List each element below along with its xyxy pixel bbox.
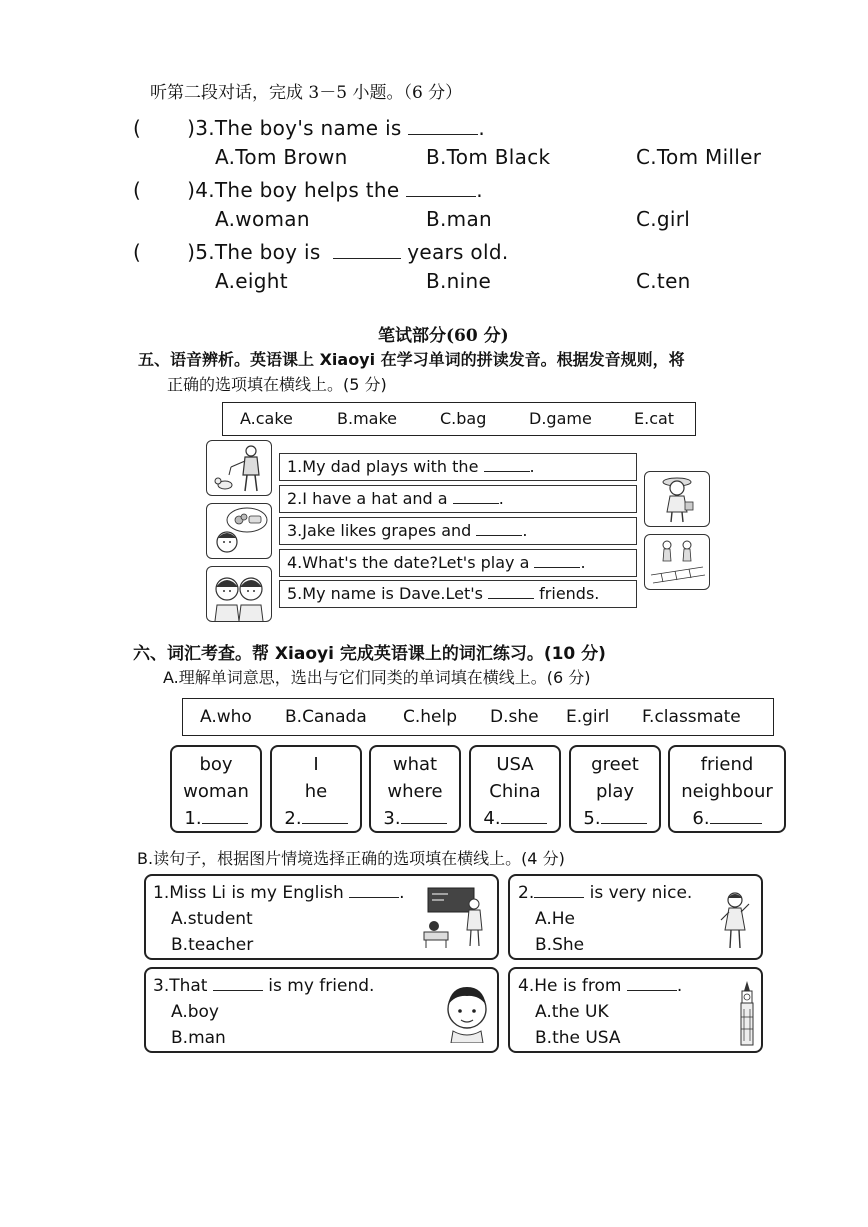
- phonics-option[interactable]: C.bag: [440, 409, 487, 428]
- question-4: [133, 176, 833, 202]
- section6-title: 六、词汇考查。帮 Xiaoyi 完成英语课上的词汇练习。(10 分): [133, 644, 606, 664]
- vocab-group-4: [469, 745, 561, 833]
- answer-paren-close: ): [187, 178, 196, 202]
- answer-blank[interactable]: [401, 805, 447, 824]
- vocab-option[interactable]: B.Canada: [285, 707, 367, 727]
- vocab-group-6: [668, 745, 786, 833]
- girl-hat-illustration: [645, 472, 709, 526]
- answer-blank[interactable]: [333, 238, 401, 259]
- boy-thought-illustration: [207, 504, 271, 558]
- vocab-number: 2.: [284, 808, 302, 829]
- vocab-word: he: [304, 781, 328, 802]
- answer-blank[interactable]: [349, 882, 399, 898]
- answer-blank[interactable]: [601, 805, 647, 824]
- hopscotch-illustration: [645, 535, 709, 589]
- option-b[interactable]: B.man: [171, 1028, 226, 1048]
- question-end: is very nice.: [589, 883, 693, 903]
- question-text: 3.That: [153, 976, 208, 996]
- sentence-text: 1.My dad plays with the: [287, 457, 479, 476]
- question-text: 4.He is from: [518, 976, 622, 996]
- answer-blank[interactable]: [488, 584, 534, 599]
- dad-cat-illustration: [207, 441, 271, 495]
- option-a[interactable]: A.student: [171, 909, 253, 929]
- two-boys-illustration: [207, 567, 271, 621]
- woman-icon: [715, 890, 755, 954]
- partB-question-1: [144, 874, 499, 960]
- option-c[interactable]: C.girl: [636, 207, 691, 231]
- vocab-number: 3.: [383, 808, 401, 829]
- vocab-word: greet: [591, 754, 639, 775]
- vocab-word: neighbour: [681, 781, 773, 802]
- answer-blank[interactable]: [534, 882, 584, 898]
- answer-blank[interactable]: [408, 114, 478, 135]
- vocab-option[interactable]: A.who: [200, 707, 252, 727]
- question-text: 2.: [518, 883, 535, 903]
- option-c[interactable]: C.ten: [636, 269, 691, 293]
- answer-blank[interactable]: [484, 457, 530, 472]
- answer-blank[interactable]: [406, 176, 476, 197]
- partB-question-3: [144, 967, 499, 1053]
- vocab-option[interactable]: E.girl: [566, 707, 610, 727]
- section6-partB-instruction: B.读句子，根据图片情境选择正确的选项填在横线上。(4 分): [137, 849, 565, 868]
- partB-question-4: [508, 967, 763, 1053]
- option-a[interactable]: A.the UK: [535, 1002, 609, 1022]
- picture-kids-hopscotch: [644, 534, 710, 590]
- option-a[interactable]: A.eight: [215, 269, 288, 293]
- phonics-option[interactable]: B.make: [337, 409, 397, 428]
- sentence-text: 2.I have a hat and a: [287, 489, 448, 508]
- question-text: 1.Miss Li is my English: [153, 883, 344, 903]
- vocab-word: USA: [496, 754, 534, 775]
- sentence-end: .: [529, 457, 535, 476]
- sentence-end: friends.: [539, 584, 600, 603]
- sentence-text: 5.My name is Dave.Let's: [287, 584, 483, 603]
- question-stem: 3.The boy's name is: [195, 116, 402, 140]
- option-a[interactable]: A.woman: [215, 207, 310, 231]
- vocab-group-1: [170, 745, 262, 833]
- option-b[interactable]: B.teacher: [171, 935, 254, 955]
- question-stem-end: .: [478, 116, 485, 140]
- vocab-word: China: [489, 781, 541, 802]
- section6-partA-instruction: A.理解单词意思，选出与它们同类的单词填在横线上。(6 分): [163, 668, 591, 687]
- option-b[interactable]: B.the USA: [535, 1028, 621, 1048]
- vocab-number: 5.: [583, 808, 601, 829]
- sentence-end: .: [498, 489, 504, 508]
- vocab-option[interactable]: D.she: [490, 707, 539, 727]
- phonics-sentence-2: [279, 485, 637, 513]
- vocab-word: friend: [700, 754, 754, 775]
- boy-face-icon: [439, 981, 495, 1043]
- vocab-group-5: [569, 745, 661, 833]
- phonics-option[interactable]: E.cat: [634, 409, 675, 428]
- answer-blank[interactable]: [202, 805, 248, 824]
- picture-girl-with-hat: [644, 471, 710, 527]
- answer-blank[interactable]: [476, 521, 522, 536]
- option-a[interactable]: A.He: [535, 909, 575, 929]
- classroom-teacher-icon: [414, 886, 496, 950]
- partB-question-2: [508, 874, 763, 960]
- listening-instruction: 听第二段对话，完成 3－5 小题。（6 分）: [150, 83, 463, 103]
- vocab-word: I: [313, 754, 319, 775]
- answer-blank[interactable]: [213, 975, 263, 991]
- answer-blank[interactable]: [453, 489, 499, 504]
- phonics-options-box: [222, 402, 696, 436]
- sentence-end: .: [522, 521, 528, 540]
- option-b[interactable]: B.nine: [426, 269, 492, 293]
- answer-blank[interactable]: [710, 805, 762, 824]
- vocab-options-box: [182, 698, 774, 736]
- phonics-sentence-5: [279, 580, 637, 608]
- question-stem: 5.The boy is: [195, 240, 321, 264]
- answer-blank[interactable]: [302, 805, 348, 824]
- vocab-number: 6.: [692, 808, 710, 829]
- option-b[interactable]: B.Tom Black: [426, 145, 551, 169]
- answer-blank[interactable]: [534, 553, 580, 568]
- picture-dad-with-cat: [206, 440, 272, 496]
- answer-paren-open[interactable]: (: [133, 178, 142, 202]
- section5-title-line2: 正确的选项填在横线上。(5 分): [167, 375, 387, 394]
- vocab-word: where: [387, 781, 443, 802]
- answer-paren-open[interactable]: (: [133, 116, 142, 140]
- answer-blank[interactable]: [501, 805, 547, 824]
- question-end: is my friend.: [268, 976, 375, 996]
- question-5: [133, 238, 833, 264]
- section5-title-line1: 五、语音辨析。英语课上 Xiaoyi 在学习单词的拼读发音。根据发音规则，将: [138, 350, 685, 369]
- written-part-title: 笔试部分(60 分): [378, 326, 509, 346]
- question-end: .: [399, 883, 405, 903]
- vocab-word: play: [595, 781, 635, 802]
- question-3: [133, 114, 833, 140]
- sentence-text: 4.What's the date?Let's play a: [287, 553, 530, 572]
- picture-boy-thinking-food: [206, 503, 272, 559]
- phonics-option[interactable]: D.game: [529, 409, 592, 428]
- vocab-option[interactable]: C.help: [403, 707, 458, 727]
- sentence-text: 3.Jake likes grapes and: [287, 521, 472, 540]
- answer-blank[interactable]: [627, 975, 677, 991]
- vocab-number: 1.: [184, 808, 202, 829]
- vocab-word: woman: [183, 781, 249, 802]
- question-stem-end: years old.: [407, 240, 509, 264]
- question-end: .: [676, 976, 683, 996]
- option-b[interactable]: B.She: [535, 935, 585, 955]
- big-ben-icon: [734, 981, 760, 1047]
- vocab-option[interactable]: F.classmate: [642, 707, 741, 727]
- option-c[interactable]: C.Tom Miller: [636, 145, 762, 169]
- question-stem-end: .: [476, 178, 483, 202]
- phonics-sentence-1: [279, 453, 637, 481]
- option-b[interactable]: B.man: [426, 207, 492, 231]
- question-stem: 4.The boy helps the: [195, 178, 400, 202]
- answer-paren-open[interactable]: (: [133, 240, 142, 264]
- vocab-word: boy: [199, 754, 233, 775]
- sentence-end: .: [580, 553, 586, 572]
- vocab-number: 4.: [483, 808, 501, 829]
- picture-two-boys: [206, 566, 272, 622]
- answer-paren-close: ): [187, 116, 196, 140]
- vocab-group-2: [270, 745, 362, 833]
- answer-paren-close: ): [187, 240, 196, 264]
- vocab-word: what: [392, 754, 438, 775]
- phonics-sentence-3: [279, 517, 637, 545]
- option-a[interactable]: A.boy: [171, 1002, 219, 1022]
- vocab-group-3: [369, 745, 461, 833]
- phonics-sentence-4: [279, 549, 637, 577]
- phonics-option[interactable]: A.cake: [240, 409, 293, 428]
- option-a[interactable]: A.Tom Brown: [215, 145, 348, 169]
